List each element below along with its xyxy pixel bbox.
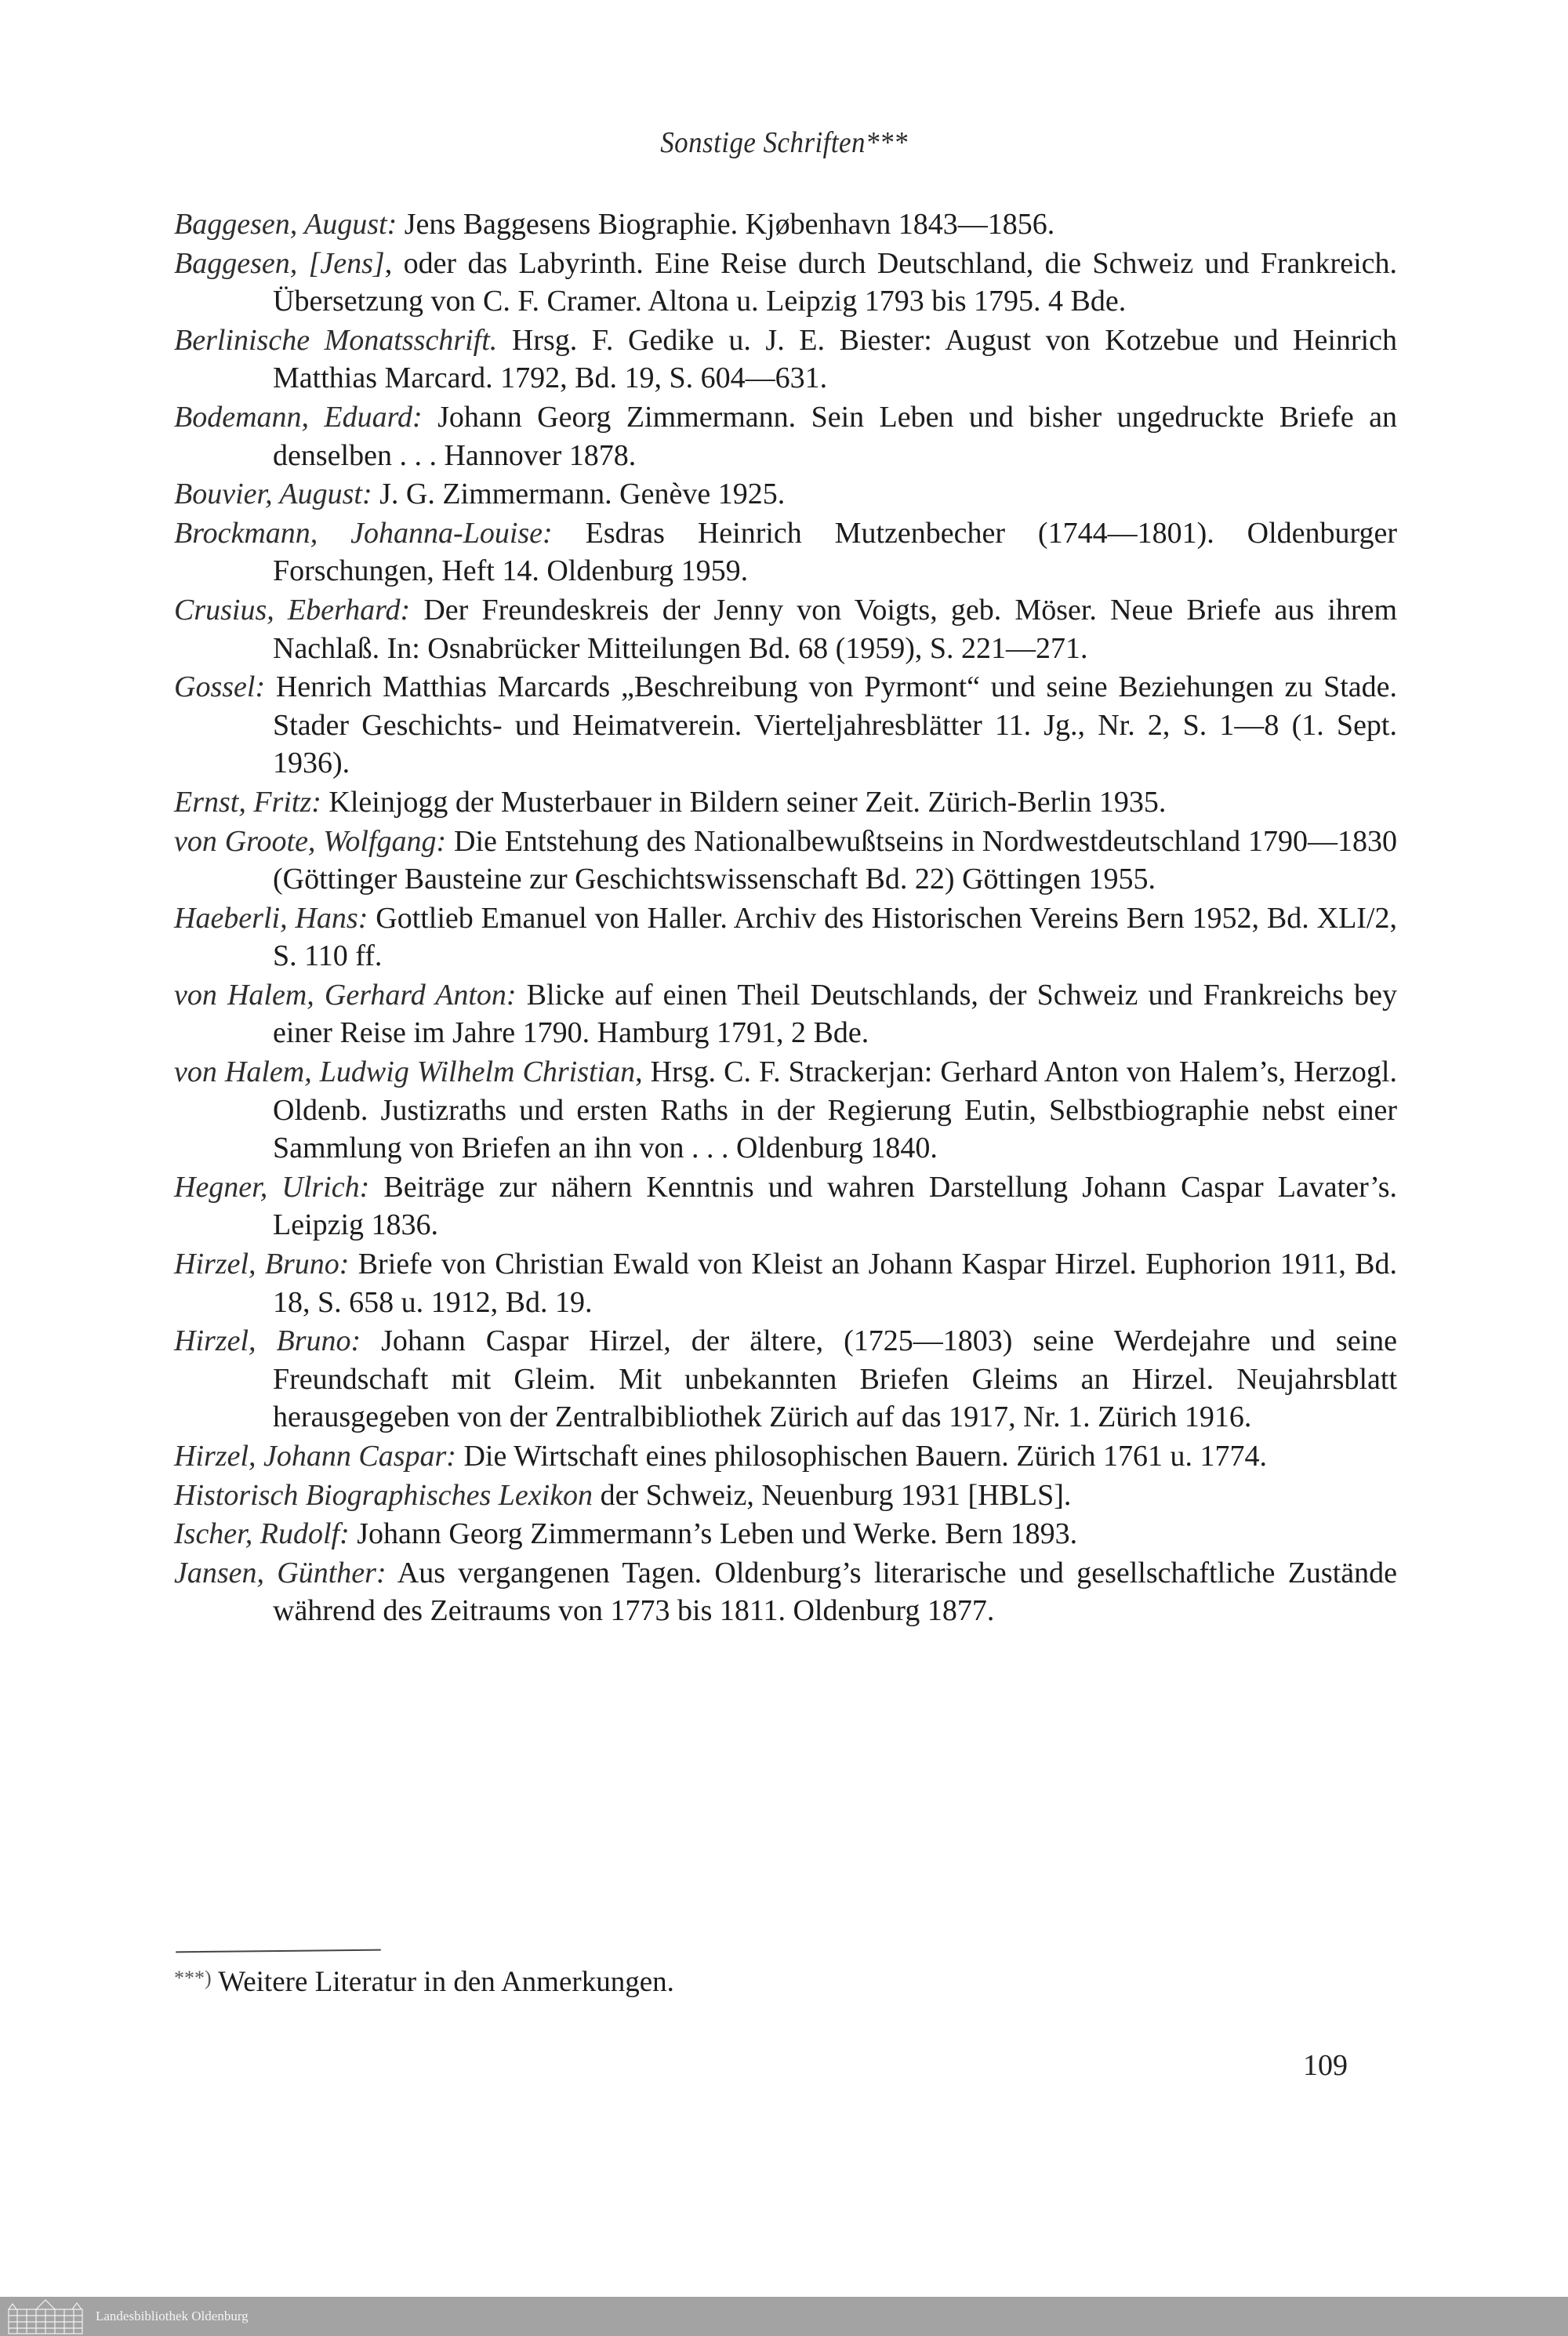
entry-author: Bouvier, August: (174, 478, 372, 511)
entry-text: Die Entstehung des Nationalbewußtseins in Nordwestdeutschland 1790—1830 (Göttinger Bausteine zur Geschichtswissenschaft Bd. 22) Göttingen 1955. (273, 824, 1398, 896)
bibliography-entry (174, 205, 1397, 244)
entry-author: Crusius, Eberhard: (174, 593, 411, 627)
bibliography-entry (174, 1168, 1397, 1244)
entry-author: Gossel: (174, 670, 266, 704)
bibliography-entry (174, 899, 1397, 975)
entry-author: Hirzel, Bruno: (174, 1248, 350, 1281)
entry-author: Brockmann, Johanna-Louise: (174, 516, 553, 550)
entry-author: Hirzel, Bruno: (174, 1324, 361, 1358)
entry-text: Hrsg. F. Gedike u. J. E. Biester: August von Kotzebue und Heinrich Matthias Marcard. 1792, Bd. 19, S. 604—631. (273, 323, 1397, 395)
entry-text: Johann Caspar Hirzel, der ältere, (1725—1803) seine Werdejahre und seine Freundschaft mit Gleim. Mit unbekannten Briefen Gleims an Hirzel. Neujahrsblatt herausgegeben von der Zentralbibliothek Zürich auf das 1917, Nr. 1. Zürich 1916. (273, 1324, 1397, 1434)
entry-text: Der Freundeskreis der Jenny von Voigts, geb. Möser. Neue Briefe aus ihrem Nachlaß. In: Osnabrücker Mitteilungen Bd. 68 (1959), S. 221—271. (273, 593, 1397, 665)
entry-author: von Groote, Wolfgang: (174, 824, 447, 858)
page-number: 109 (1303, 2049, 1348, 2082)
entry-text: , oder das Labyrinth. Eine Reise durch Deutschland, die Schweiz und Frankreich. Übersetzung von C. F. Cramer. Altona u. Leipzig 1793 bis 1795. 4 Bde. (273, 246, 1397, 318)
bibliography-entry (174, 1245, 1397, 1321)
bibliography-entry (174, 1554, 1397, 1630)
entry-author: Berlinische Monatsschrift. (174, 323, 498, 357)
entry-author: Baggesen, [Jens] (174, 246, 385, 280)
section-heading: Sonstige Schriften*** (660, 126, 908, 159)
entry-author: Ischer, Rudolf: (174, 1517, 350, 1551)
entry-author: Baggesen, August: (174, 208, 397, 241)
entry-author: Historisch Biographisches Lexikon (174, 1478, 593, 1512)
entry-author: Ernst, Fritz: (174, 785, 321, 819)
bibliography-entry (174, 514, 1397, 590)
footnote-text: Weitere Literatur in den Anmerkungen. (211, 1966, 674, 1998)
entry-text: Die Wirtschaft eines philosophischen Bauern. Zürich 1761 u. 1774. (456, 1440, 1268, 1473)
bibliography-entry (174, 1515, 1397, 1553)
bibliography-entry (174, 1477, 1397, 1515)
bibliography-entry (174, 783, 1397, 822)
entry-author: Haeberli, Hans: (174, 901, 368, 935)
bibliography-entry (174, 322, 1397, 398)
entry-text: Kleinjogg der Musterbauer in Bildern seiner Zeit. Zürich-Berlin 1935. (321, 785, 1167, 819)
bibliography-entry (174, 245, 1397, 321)
entry-text: Johann Georg Zimmermann. Sein Leben und bisher ungedruckte Briefe an denselben . . . Hannover 1878. (273, 400, 1398, 472)
bibliography-entry (174, 398, 1397, 474)
entry-text: Jens Baggesens Biographie. Kjøbenhavn 1843—1856. (397, 208, 1055, 241)
entry-author: Hirzel, Johann Caspar: (174, 1440, 456, 1473)
bibliography-entry (174, 1322, 1397, 1437)
footnote (174, 1965, 674, 1999)
bibliography-entry (174, 823, 1397, 899)
footnote-divider (176, 1949, 381, 1953)
entry-text: der Schweiz, Neuenburg 1931 [HBLS]. (593, 1478, 1072, 1512)
bibliography-entry (174, 475, 1397, 514)
bibliography-entry (174, 591, 1397, 667)
library-footer-bar (0, 2297, 1568, 2336)
entry-author: Jansen, Günther: (174, 1556, 387, 1589)
library-building-icon (6, 2298, 85, 2334)
entry-text: Gottlieb Emanuel von Haller. Archiv des Historischen Vereins Bern 1952, Bd. XLI/2, S. 110 ff. (273, 901, 1397, 973)
entry-text: Blicke auf einen Theil Deutschlands, der Schweiz und Frankreichs bey einer Reise im Jahre 1790. Hamburg 1791, 2 Bde. (273, 978, 1398, 1050)
bibliography-entry (174, 1437, 1397, 1476)
library-name: Landesbibliothek Oldenburg (96, 2309, 249, 2323)
entry-author: von Halem, Gerhard Anton: (174, 978, 517, 1012)
footnote-marker: ***) (174, 1967, 212, 1989)
entry-text: Beiträge zur nähern Kenntnis und wahren Darstellung Johann Caspar Lavater’s. Leipzig 1836. (273, 1170, 1398, 1242)
entry-text: Johann Georg Zimmermann’s Leben und Werke. Bern 1893. (349, 1517, 1078, 1551)
bibliography-entry (174, 1053, 1397, 1168)
entry-text: Esdras Heinrich Mutzenbecher (1744—1801). Oldenburger Forschungen, Heft 14. Oldenburg 1959. (273, 516, 1397, 588)
entry-text: Aus vergangenen Tagen. Oldenburg’s literarische und gesellschaftliche Zustände während des Zeitraums von 1773 bis 1811. Oldenburg 1877. (273, 1556, 1397, 1628)
entry-author: Bodemann, Eduard: (174, 400, 423, 434)
entry-author: Hegner, Ulrich: (174, 1170, 370, 1204)
bibliography-list (174, 205, 1397, 1631)
entry-text: , Hrsg. C. F. Strackerjan: Gerhard Anton von Halem’s, Herzogl. Oldenb. Justizraths und ersten Raths in der Regierung Eutin, Selbstbiographie nebst einer Sammlung von Briefen an ihn von . . . Oldenburg 1840. (273, 1055, 1397, 1165)
entry-text: J. G. Zimmermann. Genève 1925. (372, 478, 786, 511)
bibliography-entry (174, 976, 1397, 1052)
entry-text: Briefe von Christian Ewald von Kleist an Johann Kaspar Hirzel. Euphorion 1911, Bd. 18, S. 658 u. 1912, Bd. 19. (273, 1248, 1398, 1319)
entry-author: von Halem, Ludwig Wilhelm Christian (174, 1055, 636, 1089)
bibliography-entry (174, 668, 1397, 783)
entry-text: Henrich Matthias Marcards „Beschreibung von Pyrmont“ und seine Beziehungen zu Stade. Stader Geschichts- und Heimatverein. Vierteljahresblätter 11. Jg., Nr. 2, S. 1—8 (1. Sept. 1936). (265, 670, 1397, 780)
